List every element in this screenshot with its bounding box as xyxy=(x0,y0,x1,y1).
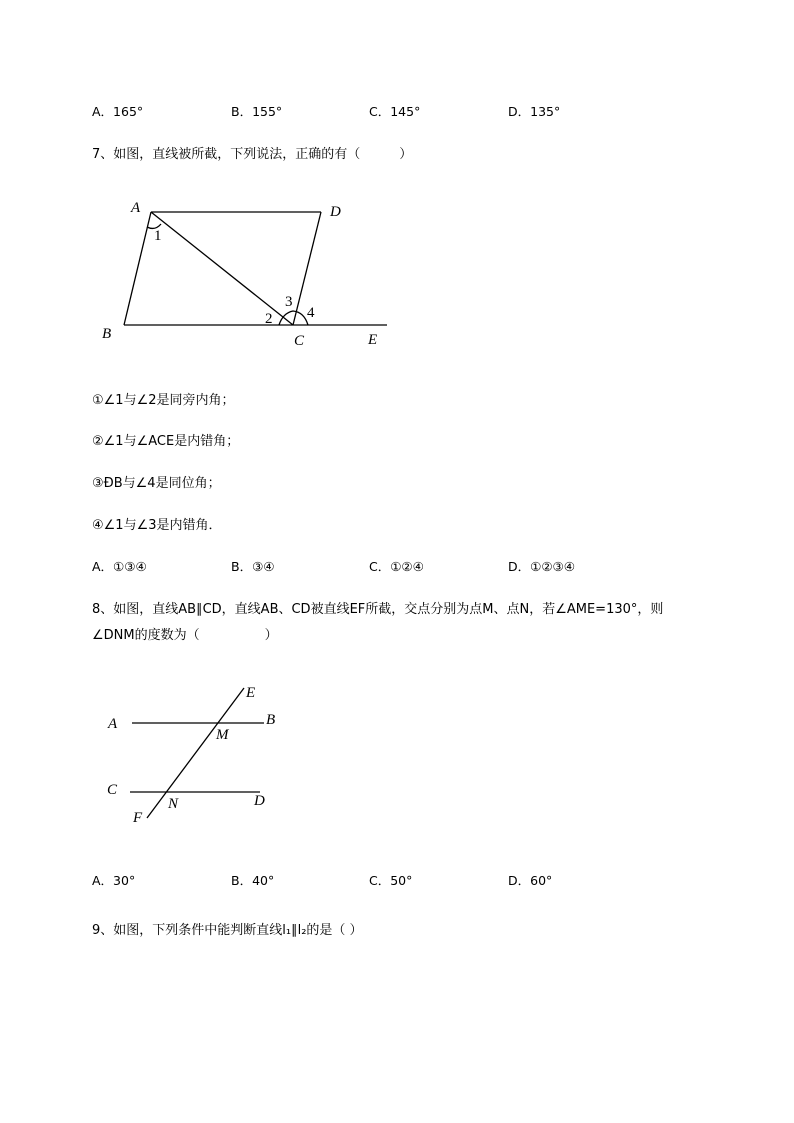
q7-label-d: D xyxy=(330,204,341,220)
q7-label-e: E xyxy=(368,332,378,348)
q7-angle-2: 2 xyxy=(265,311,273,327)
q7-statement-4: ④∠1与∠3是内错角． xyxy=(92,518,222,533)
q8-label-c: C xyxy=(107,782,118,798)
q8-label-m: M xyxy=(216,727,229,743)
q7-option-a: A．①③④ xyxy=(92,559,147,574)
q7-statement-1: ①∠1与∠2是同旁内角； xyxy=(92,393,235,408)
q8-option-d: D．60° xyxy=(508,873,553,888)
q8-label-b: B xyxy=(266,712,276,728)
q8-question-line2: ∠DNM的度数为（ ） xyxy=(92,628,278,643)
q9-question: 9、如图，下列条件中能判断直线l₁∥l₂的是（ ） xyxy=(92,923,363,938)
q7-label-c: C xyxy=(294,333,305,349)
q8-option-a: A．30° xyxy=(92,873,136,888)
q8-label-d: D xyxy=(254,793,265,809)
q7-angle-3: 3 xyxy=(285,294,293,310)
q8-label-a: A xyxy=(108,716,118,732)
q7-option-d: D．①②③④ xyxy=(508,559,575,574)
q7-option-c: C．①②④ xyxy=(369,559,424,574)
q7-angle-1: 1 xyxy=(154,228,162,244)
q6-option-a: A．165° xyxy=(92,104,144,119)
q8-label-n: N xyxy=(168,796,179,812)
q8-label-e: E xyxy=(246,685,256,701)
q8-option-c: C．50° xyxy=(369,873,413,888)
q8-label-f: F xyxy=(133,810,143,826)
q6-option-c: C．145° xyxy=(369,104,421,119)
q6-option-d: D．135° xyxy=(508,104,561,119)
q7-statement-3: ③ÐB与∠4是同位角； xyxy=(92,476,221,491)
q7-question: 7、如图，直线被所截，下列说法，正确的有（ ） xyxy=(92,147,413,162)
q7-option-b: B．③④ xyxy=(231,559,275,574)
q8-option-b: B．40° xyxy=(231,873,275,888)
q7-statement-2: ②∠1与∠ACE是内错角； xyxy=(92,434,240,449)
q7-angle-4: 4 xyxy=(307,305,315,321)
q8-question-line1: 8、如图，直线AB∥CD，直线AB、CD被直线EF所截，交点分别为点M、点N，若∠AME=130°，则 xyxy=(92,602,664,617)
q7-label-a: A xyxy=(131,200,141,216)
q7-label-b: B xyxy=(102,326,112,342)
q6-option-b: B．155° xyxy=(231,104,283,119)
